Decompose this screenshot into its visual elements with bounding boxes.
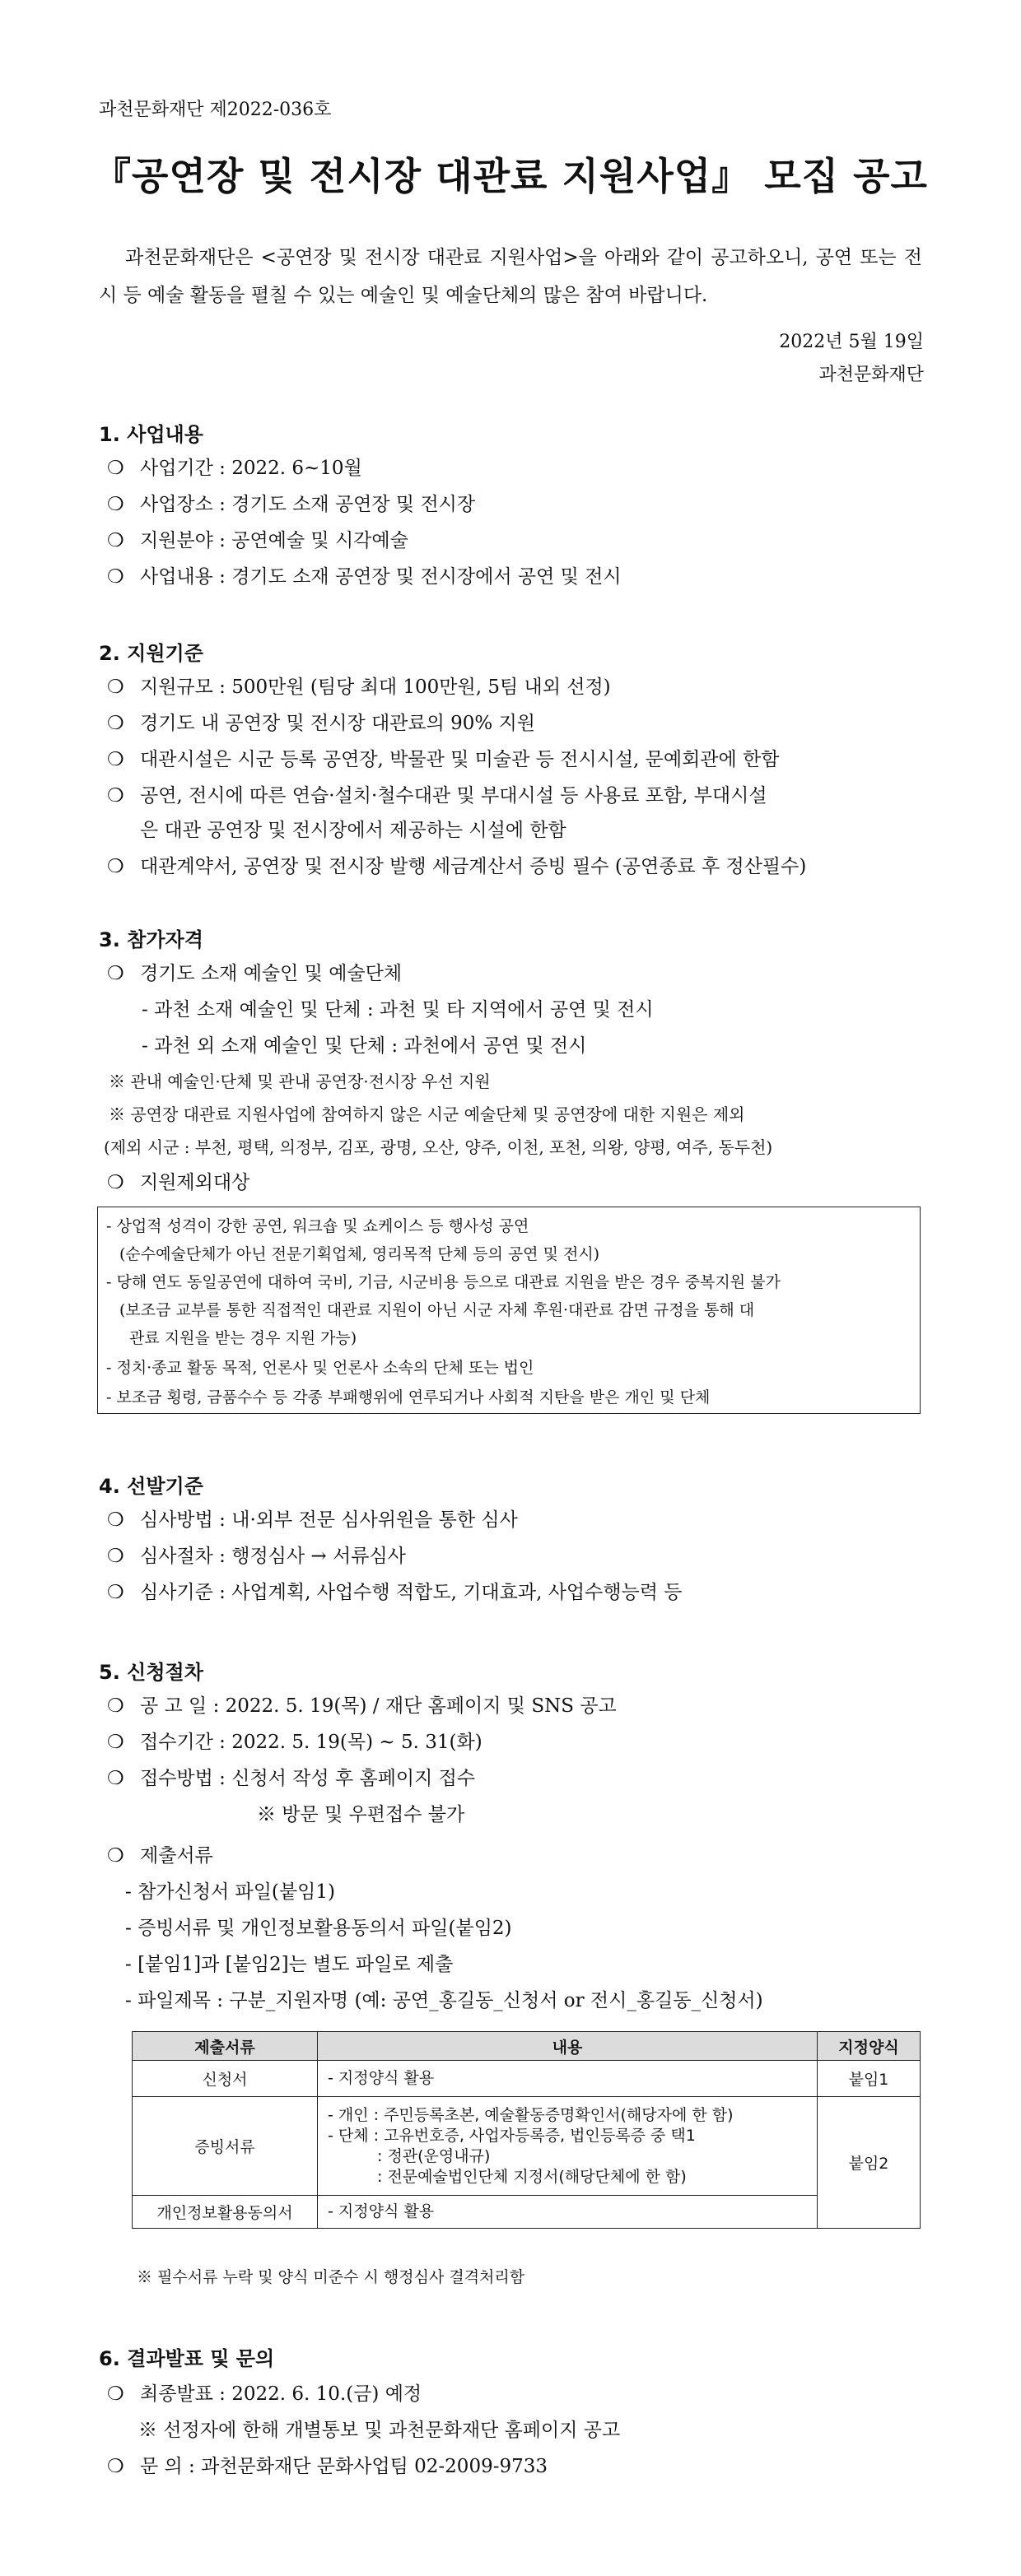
circle-bullet-icon: ❍ bbox=[107, 2456, 124, 2477]
table-cell-content bbox=[318, 2196, 818, 2229]
circle-bullet-icon: ❍ bbox=[107, 1172, 124, 1193]
list-item-text: 접수방법 : 신청서 작성 후 홈페이지 접수 bbox=[140, 1768, 476, 1789]
list-item bbox=[107, 1690, 617, 1718]
list-item-text: 공 고 일 : 2022. 5. 19(목) / 재단 홈페이지 및 SNS 공고 bbox=[140, 1695, 617, 1717]
list-item bbox=[107, 453, 362, 480]
list-item bbox=[107, 2378, 422, 2406]
list-item bbox=[107, 489, 475, 516]
exclusion-line: (순수예술단체가 아닌 전문기획업체, 영리목적 단체 등의 공연 및 전시) bbox=[119, 1245, 600, 1263]
note-exclusion: ※ 공연장 대관료 지원사업에 참여하지 않은 시군 예술단체 및 공연장에 대한 지원은 제외 bbox=[109, 1104, 745, 1124]
excluded-cities: (제외 시군 : 부천, 평택, 의정부, 김포, 광명, 오산, 양주, 이천, 포천, 의왕, 양평, 여주, 동두천) bbox=[104, 1137, 773, 1157]
list-item bbox=[107, 1763, 475, 1790]
exclusion-box bbox=[97, 1207, 921, 1414]
list-item-text: 지원규모 : 500만원 (팀당 최대 100만원, 5팀 내외 선정) bbox=[140, 677, 611, 698]
list-item-text: 대관계약서, 공연장 및 전시장 발행 세금계산서 증빙 필수 (공연종료 후 정산필수) bbox=[140, 856, 807, 877]
content-line: - 지정양식 활용 bbox=[328, 2202, 435, 2220]
circle-bullet-icon: ❍ bbox=[107, 566, 124, 588]
table-row bbox=[133, 2097, 921, 2196]
table-cell-form: 붙임1 bbox=[818, 2061, 921, 2097]
doc-item: - 증빙서류 및 개인정보활용동의서 파일(붙임2) bbox=[125, 1918, 512, 1939]
circle-bullet-icon: ❍ bbox=[107, 713, 124, 734]
exclusion-line: 관료 지원을 받는 경우 지원 가능) bbox=[129, 1329, 357, 1347]
notice-date: 2022년 5월 19일 bbox=[779, 332, 924, 352]
list-item bbox=[107, 561, 622, 588]
list-item-text: 사업내용 : 경기도 소재 공연장 및 전시장에서 공연 및 전시 bbox=[140, 566, 622, 588]
sub-item: - 과천 소재 예술인 및 단체 : 과천 및 타 지역에서 공연 및 전시 bbox=[142, 999, 654, 1021]
list-item bbox=[107, 708, 535, 735]
list-item-text: 대관시설은 시군 등록 공연장, 박물관 및 미술관 등 전시시설, 문예회관에 한함 bbox=[140, 749, 780, 770]
table-header-cell: 지정양식 bbox=[818, 2032, 921, 2061]
table-row bbox=[133, 2196, 921, 2229]
circle-bullet-icon: ❍ bbox=[107, 749, 124, 770]
list-item-text: 지원분야 : 공연예술 및 시각예술 bbox=[140, 530, 408, 551]
table-header-row bbox=[133, 2032, 921, 2061]
list-item bbox=[107, 2451, 548, 2478]
list-item bbox=[107, 1577, 683, 1604]
list-item bbox=[107, 744, 780, 771]
content-line: : 정관(운영내규) bbox=[377, 2146, 491, 2165]
list-item-text: 사업기간 : 2022. 6~10월 bbox=[140, 458, 362, 479]
list-item bbox=[107, 1840, 213, 1867]
circle-bullet-icon: ❍ bbox=[107, 1546, 124, 1567]
circle-bullet-icon: ❍ bbox=[107, 1695, 124, 1717]
circle-bullet-icon: ❍ bbox=[107, 963, 124, 984]
circle-bullet-icon: ❍ bbox=[107, 1845, 124, 1867]
table-header-cell: 내용 bbox=[318, 2032, 818, 2061]
list-item bbox=[107, 780, 767, 807]
circle-bullet-icon: ❍ bbox=[107, 458, 124, 479]
list-item-text: 경기도 소재 예술인 및 예술단체 bbox=[140, 963, 403, 984]
circle-bullet-icon: ❍ bbox=[107, 530, 124, 551]
list-item-text: 지원제외대상 bbox=[140, 1172, 250, 1193]
list-item-text: 경기도 내 공연장 및 전시장 대관료의 90% 지원 bbox=[140, 713, 536, 734]
list-item bbox=[107, 1541, 406, 1568]
section-4-title: 4. 선발기준 bbox=[99, 1475, 203, 1498]
section-2-title: 2. 지원기준 bbox=[99, 642, 203, 665]
intro-paragraph bbox=[99, 239, 922, 314]
list-item bbox=[107, 1727, 483, 1754]
circle-bullet-icon: ❍ bbox=[107, 677, 124, 698]
issuing-organization: 과천문화재단 bbox=[818, 365, 924, 385]
circle-bullet-icon: ❍ bbox=[107, 1768, 124, 1789]
list-item bbox=[107, 1167, 249, 1194]
list-item bbox=[107, 1504, 518, 1532]
exclusion-line: (보조금 교부를 통한 직접적인 대관료 지원이 아닌 시군 자체 후원·대관료 감면 규정을 통해 대 bbox=[119, 1301, 755, 1319]
sub-item: - 과천 외 소재 예술인 및 단체 : 과천에서 공연 및 전시 bbox=[142, 1035, 587, 1057]
circle-bullet-icon: ❍ bbox=[107, 1582, 124, 1603]
circle-bullet-icon: ❍ bbox=[107, 1509, 124, 1531]
section-6-title: 6. 결과발표 및 문의 bbox=[99, 2347, 275, 2370]
document-number: 과천문화재단 제2022-036호 bbox=[99, 100, 332, 120]
list-item-text: 문 의 : 과천문화재단 문화사업팀 02-2009-9733 bbox=[140, 2456, 548, 2477]
table-cell-doc-name: 증빙서류 bbox=[133, 2097, 318, 2196]
table-cell-content bbox=[318, 2097, 818, 2196]
list-item-text: 공연, 전시에 따른 연습·설치·철수대관 및 부대시설 등 사용료 포함, 부대시설 bbox=[140, 785, 767, 807]
list-item-text: 심사절차 : 행정심사 → 서류심사 bbox=[140, 1546, 406, 1567]
note-no-visit: ※ 방문 및 우편접수 불가 bbox=[257, 1804, 465, 1825]
table-cell-doc-name: 신청서 bbox=[133, 2061, 318, 2097]
circle-bullet-icon: ❍ bbox=[107, 856, 124, 877]
content-line: - 지정양식 활용 bbox=[328, 2069, 435, 2087]
note-announcement: ※ 선정자에 한해 개별통보 및 과천문화재단 홈페이지 공고 bbox=[138, 2420, 621, 2441]
list-item bbox=[107, 525, 408, 552]
table-note: ※ 필수서류 누락 및 양식 미준수 시 행정심사 결격처리함 bbox=[137, 2268, 525, 2286]
exclusion-line: - 당해 연도 동일공연에 대하여 국비, 기금, 시군비용 등으로 대관료 지원을 받은 경우 중복지원 불가 bbox=[106, 1273, 781, 1291]
table-cell-doc-name: 개인정보활용동의서 bbox=[133, 2196, 318, 2229]
note-priority: ※ 관내 예술인·단체 및 관내 공연장·전시장 우선 지원 bbox=[109, 1072, 491, 1091]
exclusion-line: - 정치·종교 활동 목적, 언론사 및 언론사 소속의 단체 또는 법인 bbox=[106, 1359, 534, 1377]
list-item-continuation: 은 대관 공연장 및 전시장에서 제공하는 시설에 한함 bbox=[140, 820, 566, 841]
list-item-text: 심사기준 : 사업계획, 사업수행 적합도, 기대효과, 사업수행능력 등 bbox=[140, 1582, 683, 1603]
exclusion-line: - 상업적 성격이 강한 공연, 워크숍 및 쇼케이스 등 행사성 공연 bbox=[106, 1217, 529, 1235]
list-item bbox=[107, 672, 611, 699]
list-item-text: 접수기간 : 2022. 5. 19(목) ~ 5. 31(화) bbox=[140, 1732, 483, 1753]
list-item bbox=[107, 851, 806, 878]
table-header-cell: 제출서류 bbox=[133, 2032, 318, 2061]
page-title: 『공연장 및 전시장 대관료 지원사업』 모집 공고 bbox=[93, 154, 928, 198]
doc-item: - 참가신청서 파일(붙임1) bbox=[125, 1881, 335, 1903]
table-row bbox=[133, 2061, 921, 2097]
list-item bbox=[107, 958, 402, 985]
intro-text: 과천문화재단은 <공연장 및 전시장 대관료 지원사업>을 아래와 같이 공고하오니, 공연 또는 전시 등 예술 활동을 펼칠 수 있는 예술인 및 예술단체의 많은 참여 바랍니다. bbox=[99, 247, 922, 306]
section-5-title: 5. 신청절차 bbox=[99, 1661, 203, 1684]
content-line: - 개인 : 주민등록초본, 예술활동증명확인서(해당자에 한 함) bbox=[328, 2105, 734, 2124]
list-item-text: 최종발표 : 2022. 6. 10.(금) 예정 bbox=[140, 2383, 422, 2405]
section-3-title: 3. 참가자격 bbox=[99, 928, 203, 951]
list-item-text: 심사방법 : 내·외부 전문 심사위원을 통한 심사 bbox=[140, 1509, 518, 1531]
circle-bullet-icon: ❍ bbox=[107, 785, 124, 807]
table-cell-content bbox=[318, 2061, 818, 2097]
circle-bullet-icon: ❍ bbox=[107, 494, 124, 515]
list-item-text: 제출서류 bbox=[140, 1845, 213, 1867]
list-item-text: 사업장소 : 경기도 소재 공연장 및 전시장 bbox=[140, 494, 476, 515]
circle-bullet-icon: ❍ bbox=[107, 2383, 124, 2405]
doc-item: - 파일제목 : 구분_지원자명 (예: 공연_홍길동_신청서 or 전시_홍길동_신청서) bbox=[125, 1990, 763, 2011]
content-line: - 단체 : 고유번호증, 사업자등록증, 법인등록증 중 택1 bbox=[328, 2126, 696, 2145]
doc-item: - [붙임1]과 [붙임2]는 별도 파일로 제출 bbox=[125, 1954, 454, 1975]
section-1-title: 1. 사업내용 bbox=[99, 423, 203, 446]
submission-table bbox=[132, 2031, 921, 2229]
exclusion-line: - 보조금 횡령, 금품수수 등 각종 부패행위에 연루되거나 사회적 지탄을 받은 개인 및 단체 bbox=[106, 1388, 711, 1407]
content-line: : 전문예술법인단체 지정서(해당단체에 한 함) bbox=[377, 2167, 687, 2186]
table-cell-form: 붙임2 bbox=[818, 2097, 921, 2229]
circle-bullet-icon: ❍ bbox=[107, 1732, 124, 1753]
